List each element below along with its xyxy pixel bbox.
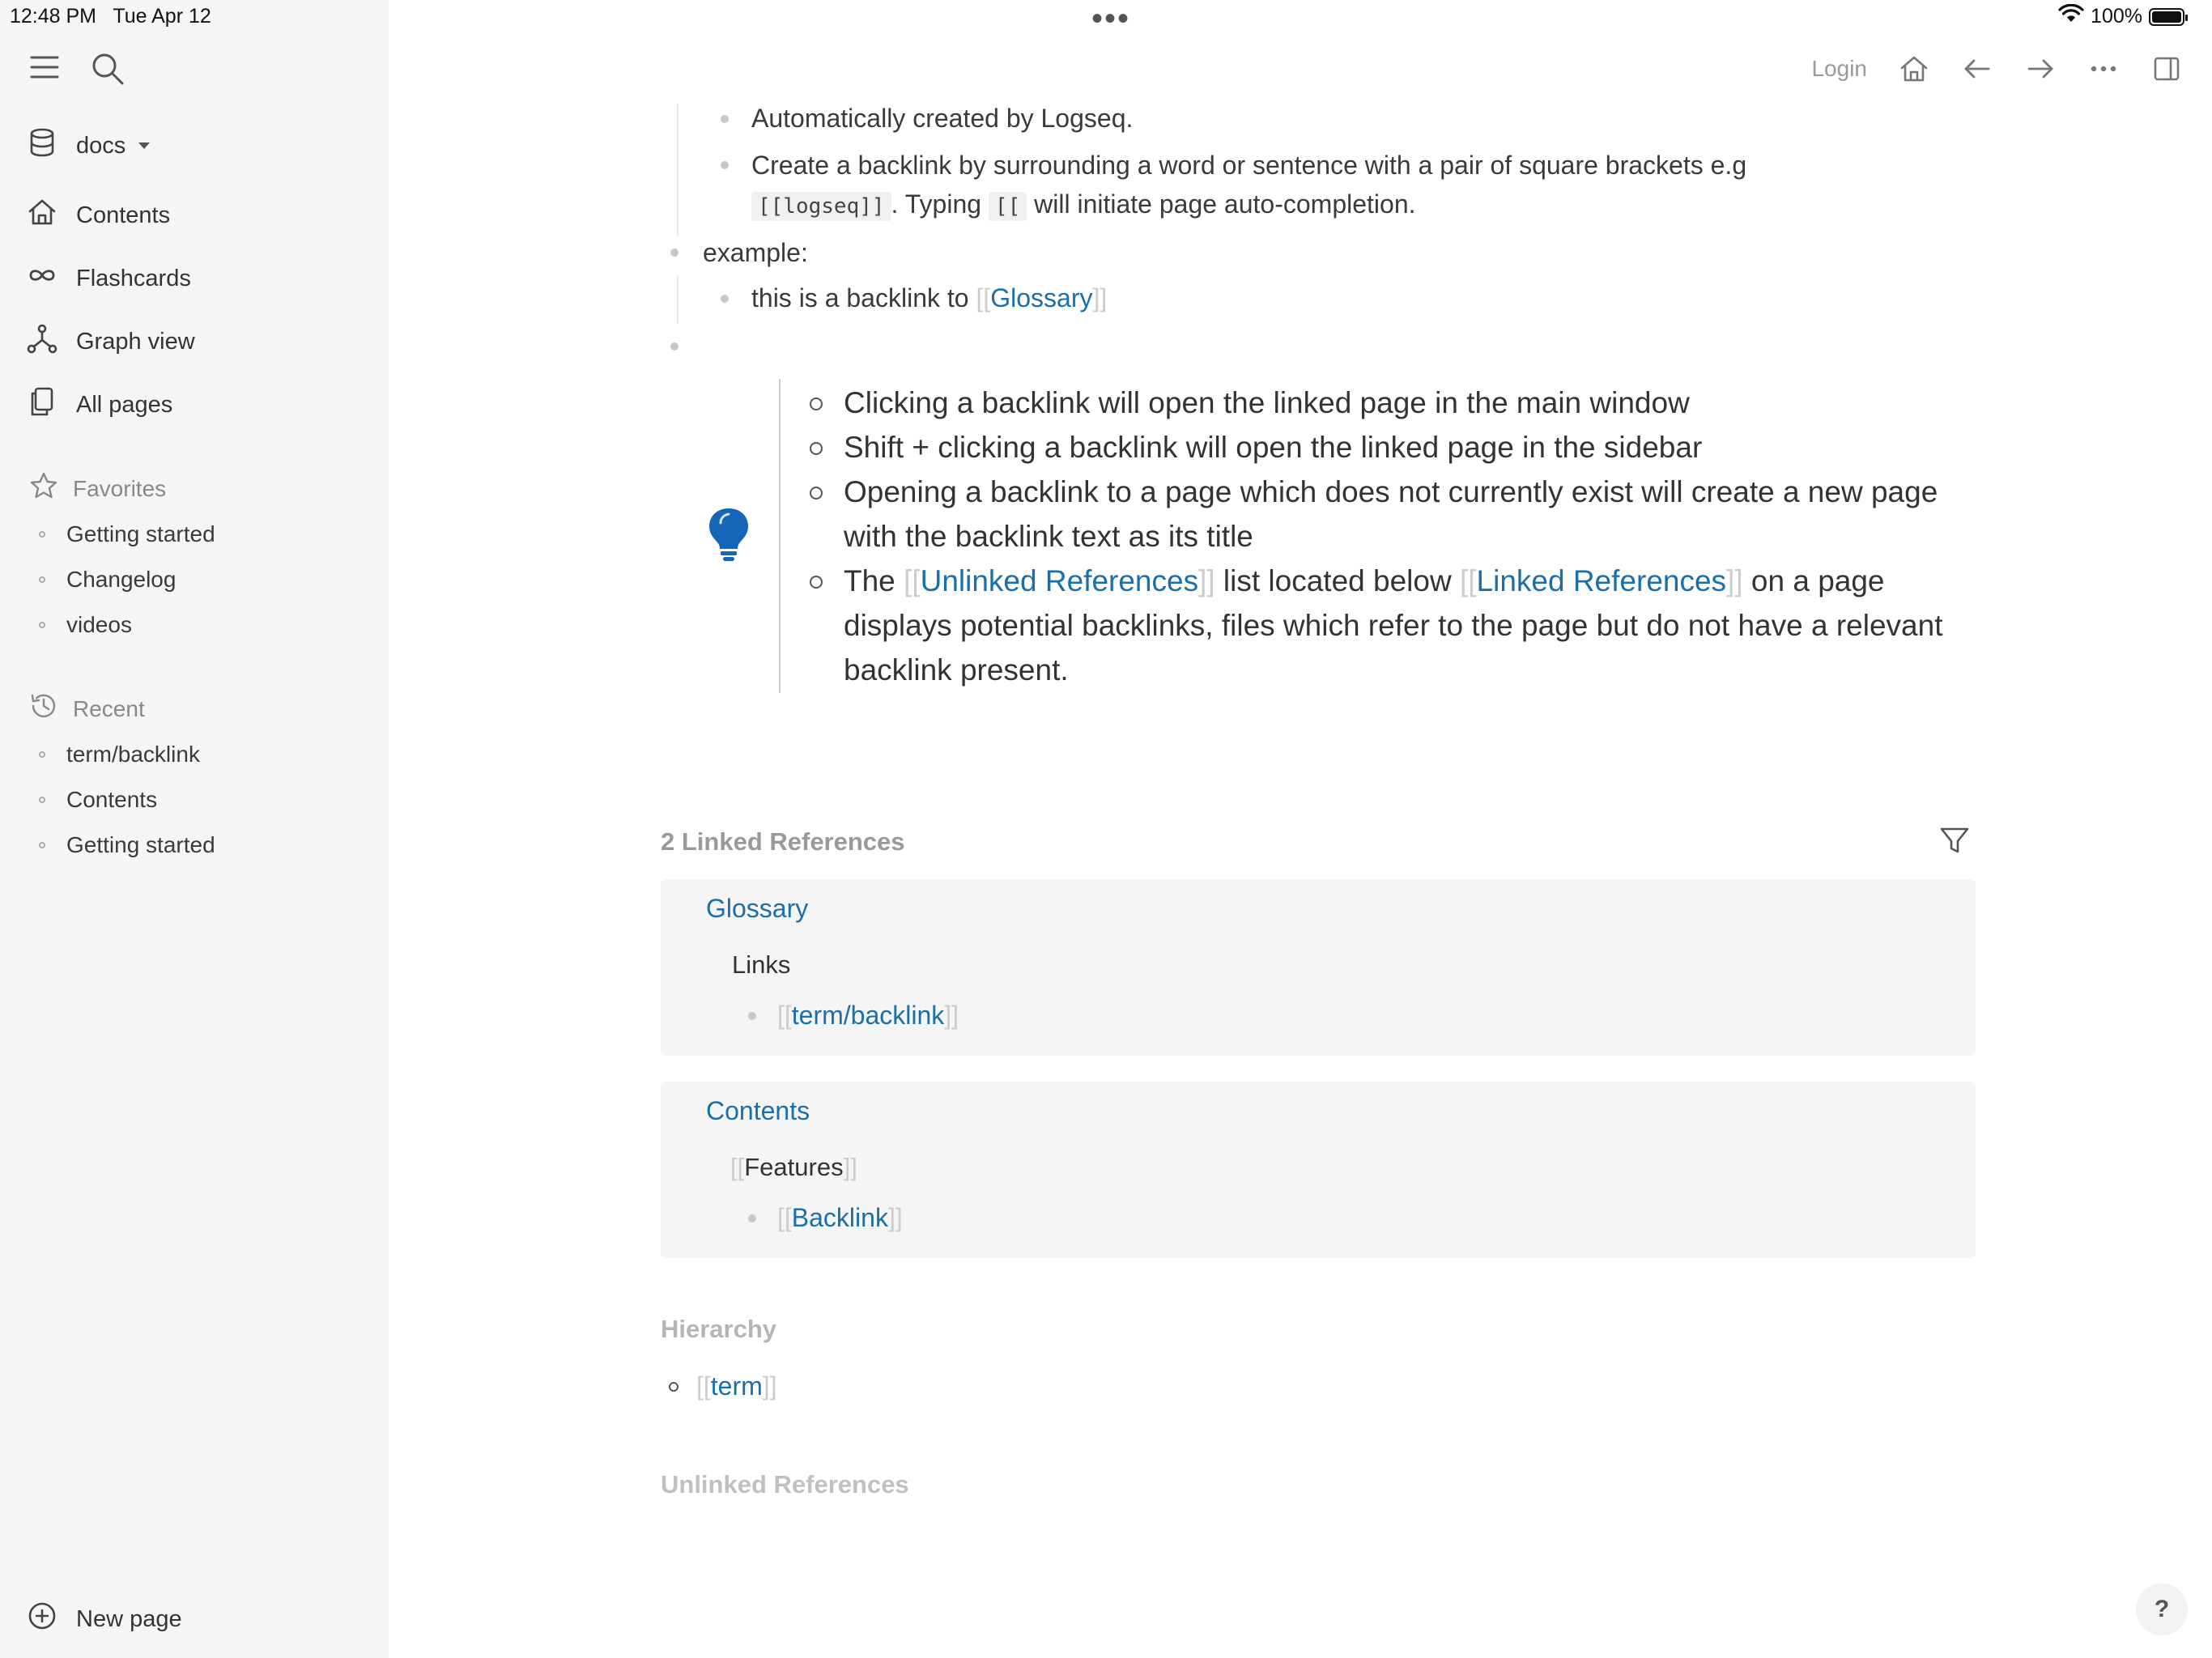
bracket: [[	[1459, 564, 1477, 597]
bullet-icon	[39, 842, 45, 848]
bracket: [[	[730, 1153, 745, 1181]
database-icon	[26, 126, 58, 165]
star-icon	[29, 471, 58, 506]
page-reference-link[interactable]: Features	[744, 1153, 844, 1181]
bracket: ]]	[1726, 564, 1743, 597]
recent-list	[39, 732, 215, 868]
bracket: ]]	[843, 1153, 857, 1181]
inline-code: [[	[989, 192, 1027, 221]
bullet-icon	[39, 576, 45, 583]
sidebar-item-label: Contents	[76, 202, 171, 228]
home-icon	[1898, 53, 1930, 85]
status-time	[10, 5, 211, 28]
bullet-icon	[669, 1382, 678, 1392]
favorite-item[interactable]	[39, 602, 215, 648]
block-text[interactable]	[751, 278, 1107, 317]
favorite-item[interactable]	[39, 557, 215, 602]
block-thread	[677, 275, 678, 324]
bracket: [[	[976, 283, 991, 312]
page-reference-link[interactable]: Linked References	[1476, 564, 1727, 597]
page-reference-link[interactable]: Unlinked References	[920, 564, 1199, 597]
battery-percentage: 100%	[2091, 5, 2142, 28]
recent-label: Contents	[66, 787, 158, 812]
login-button[interactable]: Login	[1811, 56, 1867, 81]
wifi-icon	[2058, 4, 2084, 29]
left-sidebar	[0, 0, 389, 1658]
sidebar-item-label: Graph view	[76, 328, 195, 355]
recent-label: term/backlink	[66, 742, 200, 767]
hierarchy-item[interactable]	[669, 1371, 777, 1401]
block-text[interactable]	[751, 146, 1950, 226]
sidebar-item-flashcards[interactable]	[26, 259, 191, 298]
pages-icon	[26, 385, 58, 424]
favorite-label: Getting started	[66, 521, 215, 546]
block-text[interactable]: example:	[703, 238, 808, 267]
page-reference-link[interactable]: Backlink	[791, 1203, 888, 1232]
reference-page-link[interactable]: Glossary	[706, 894, 809, 923]
page-reference-link[interactable]: Glossary	[990, 283, 1093, 312]
bracket: ]]	[944, 1001, 959, 1030]
reference-parent-block[interactable]: Links	[732, 950, 791, 979]
bracket: [[	[904, 564, 921, 597]
text-segment: list located below	[1223, 564, 1452, 597]
status-indicators	[2058, 4, 2184, 29]
block-bullet[interactable]	[721, 161, 729, 169]
block-bullet[interactable]	[721, 295, 729, 303]
bracket: ]]	[762, 1371, 777, 1401]
more-button[interactable]	[2086, 51, 2121, 87]
block-bullet[interactable]	[748, 1214, 756, 1222]
plus-circle-icon	[26, 1600, 58, 1639]
favorite-label: Changelog	[66, 567, 177, 592]
home-button[interactable]	[1896, 51, 1932, 87]
recent-title: Recent	[73, 695, 145, 721]
linked-references-title[interactable]: 2 Linked References	[661, 827, 905, 856]
back-button[interactable]	[1959, 51, 1995, 87]
chevron-down-icon	[138, 142, 150, 149]
inline-code: [[logseq]]	[751, 192, 891, 221]
block-bullet[interactable]	[670, 249, 678, 257]
tip-item: Shift + clicking a backlink will open the linked page in the sidebar	[810, 425, 1959, 470]
bracket: ]]	[1092, 283, 1108, 312]
bullet-icon	[39, 622, 45, 628]
recent-item[interactable]	[39, 732, 215, 777]
graph-name: docs	[76, 132, 126, 159]
reference-group	[661, 1082, 1976, 1258]
tip-list	[810, 380, 1959, 692]
text-segment: will initiate page auto-completion.	[1034, 189, 1416, 219]
sidebar-item-label: Flashcards	[76, 265, 191, 291]
home-icon	[26, 196, 58, 235]
reference-page-link[interactable]: Contents	[706, 1096, 810, 1125]
sidebar-item-all-pages[interactable]	[26, 385, 172, 424]
new-page-button[interactable]	[26, 1600, 182, 1639]
bracket: [[	[777, 1001, 792, 1030]
search-icon[interactable]	[91, 52, 125, 90]
reference-group	[661, 879, 1976, 1056]
page-reference-link[interactable]: term	[710, 1371, 763, 1401]
reference-child-block[interactable]	[748, 1203, 903, 1233]
reference-child-block[interactable]	[748, 1001, 959, 1031]
toggle-right-sidebar-button[interactable]	[2149, 51, 2184, 87]
page-reference-link[interactable]: term/backlink	[791, 1001, 945, 1030]
hierarchy-title: Hierarchy	[661, 1315, 777, 1343]
block-bullet[interactable]	[670, 342, 678, 351]
bracket: [[	[696, 1371, 711, 1401]
more-horizontal-icon	[2087, 53, 2120, 85]
battery-icon	[2149, 8, 2184, 26]
text-segment: this is a backlink to	[751, 283, 969, 312]
text-segment: Create a backlink by surrounding a word or sentence with a pair of square brackets e.g	[751, 151, 1747, 180]
bracket: [[	[777, 1203, 792, 1232]
menu-icon[interactable]	[29, 53, 60, 85]
clock: 12:48 PM	[10, 5, 97, 28]
sidebar-toggle-icon	[2150, 53, 2183, 85]
text-segment: . Typing	[891, 189, 982, 219]
sidebar-item-label: All pages	[76, 391, 173, 418]
block-thread	[677, 104, 678, 236]
bullet-icon	[39, 531, 45, 538]
header-toolbar	[1811, 49, 2212, 89]
bracket: ]]	[1198, 564, 1215, 597]
lightbulb-icon	[704, 505, 753, 568]
favorites-header[interactable]	[29, 471, 166, 506]
block-bullet[interactable]	[721, 115, 729, 123]
sidebar-item-graph-view[interactable]	[26, 322, 195, 361]
infinity-icon	[26, 259, 58, 298]
graph-icon	[26, 322, 58, 361]
forward-button[interactable]	[2023, 51, 2058, 87]
bracket: ]]	[887, 1203, 903, 1232]
reference-parent-block[interactable]	[730, 1153, 857, 1182]
text-segment: on a page displays potential backlinks, files which refer to the page but do not have a relevant backlink present.	[844, 564, 1943, 687]
bullet-icon	[39, 751, 45, 758]
filter-icon[interactable]	[1938, 824, 1971, 861]
recent-header[interactable]	[29, 691, 145, 726]
arrow-right-icon	[2024, 53, 2057, 85]
graph-selector[interactable]	[26, 126, 150, 165]
recent-label: Getting started	[66, 832, 215, 857]
sidebar-item-contents[interactable]	[26, 196, 170, 235]
multitasking-dots-icon[interactable]: •••	[1091, 1, 1131, 36]
text-segment: The	[844, 564, 895, 597]
favorite-label: videos	[66, 612, 132, 637]
block-text[interactable]: Automatically created by Logseq.	[751, 104, 1134, 133]
bullet-icon	[39, 797, 45, 803]
block-bullet[interactable]	[748, 1012, 756, 1020]
tip-item: Opening a backlink to a page which does not currently exist will create a new page with the backlink text as its title	[810, 470, 1959, 559]
history-icon	[29, 691, 58, 726]
tip-item	[810, 559, 1959, 692]
tip-item: Clicking a backlink will open the linked page in the main window	[810, 380, 1959, 425]
recent-item[interactable]	[39, 823, 215, 868]
date: Tue Apr 12	[113, 5, 211, 28]
favorites-list	[39, 512, 215, 648]
recent-item[interactable]	[39, 777, 215, 823]
tip-border	[779, 379, 781, 693]
new-page-label: New page	[76, 1605, 182, 1632]
favorite-item[interactable]	[39, 512, 215, 557]
unlinked-references-title[interactable]: Unlinked References	[661, 1470, 909, 1499]
help-button[interactable]: ?	[2136, 1584, 2188, 1635]
arrow-left-icon	[1961, 53, 1993, 85]
favorites-title: Favorites	[73, 475, 167, 501]
